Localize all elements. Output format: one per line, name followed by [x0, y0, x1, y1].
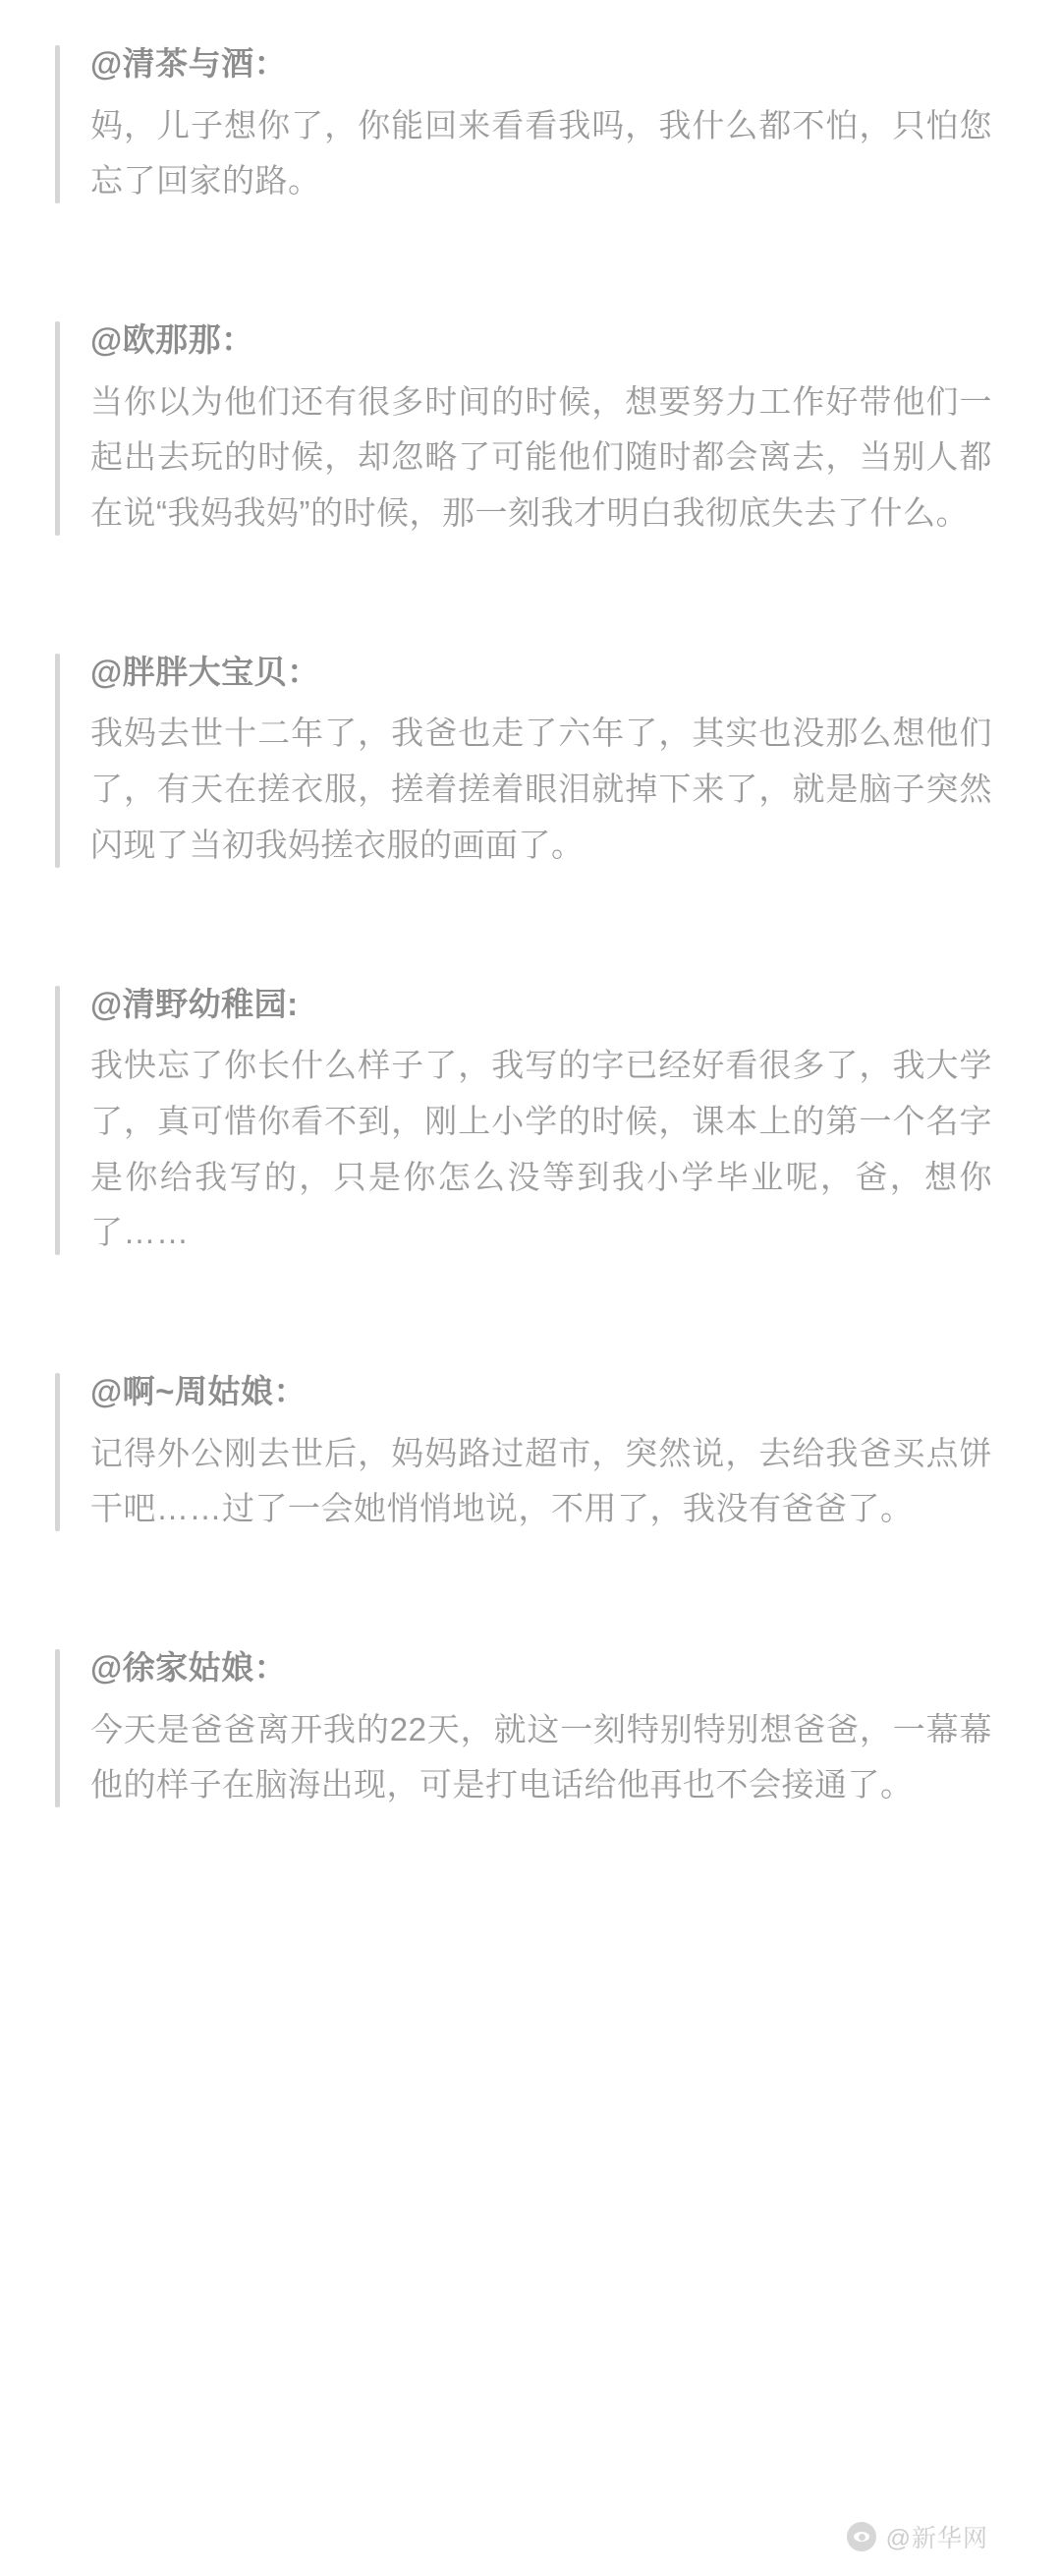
- comment-text: 当你以为他们还有很多时间的时候，想要努力工作好带他们一起出去玩的时候，却忽略了可能他们随时都会离去，当别人都在说“我妈我妈”的时候，那一刻我才明白我彻底失去了什么。: [90, 382, 992, 531]
- list-item: [55, 1367, 992, 1537]
- comment-author: @徐家姑娘：: [90, 1649, 288, 1686]
- watermark-label: @新华网: [885, 2525, 988, 2552]
- quote-bar: [55, 321, 60, 536]
- comment-text: 我快忘了你长什么样子了，我写的字已经好看很多了，我大学了，真可惜你看不到，刚上小学的时候，课本上的第一个名字是你给我写的，只是你怎么没等到我小学毕业呢，爸，想你了……: [90, 1047, 992, 1251]
- comment-author: @清茶与酒：: [90, 45, 288, 82]
- comment-text: 今天是爸爸离开我的22天，就这一刻特别特别想爸爸，一幕幕他的样子在脑海出现，可是打电话给他再也不会接通了。: [90, 1710, 992, 1803]
- comment-author: @啊~周姑娘：: [90, 1373, 307, 1409]
- quote-bar: [55, 45, 60, 203]
- watermark: [847, 2519, 988, 2554]
- comment-author: @清野幼稚园:: [90, 985, 299, 1022]
- list-item: [55, 39, 992, 209]
- quote-bar: [55, 654, 60, 868]
- comment-text: 妈，儿子想你了，你能回来看看我吗，我什么都不怕，只怕您忘了回家的路。: [90, 106, 992, 200]
- list-item: [55, 648, 992, 874]
- comment-author: @胖胖大宝贝：: [90, 653, 320, 690]
- comment-author: @欧那那：: [90, 321, 254, 358]
- list-item: [55, 315, 992, 542]
- quote-bar: [55, 1373, 60, 1531]
- quote-bar: [55, 1649, 60, 1807]
- weibo-eye-icon: [847, 2522, 876, 2551]
- list-item: [55, 980, 992, 1262]
- comment-text: 我妈去世十二年了，我爸也走了六年了，其实也没那么想他们了，有天在搓衣服，搓着搓着眼泪就掉下来了，就是脑子突然闪现了当初我妈搓衣服的画面了。: [90, 715, 992, 863]
- comment-text: 记得外公刚去世后，妈妈路过超市，突然说，去给我爸买点饼干吧……过了一会她悄悄地说，不用了，我没有爸爸了。: [90, 1434, 992, 1527]
- quote-bar: [55, 986, 60, 1256]
- list-item: [55, 1643, 992, 1813]
